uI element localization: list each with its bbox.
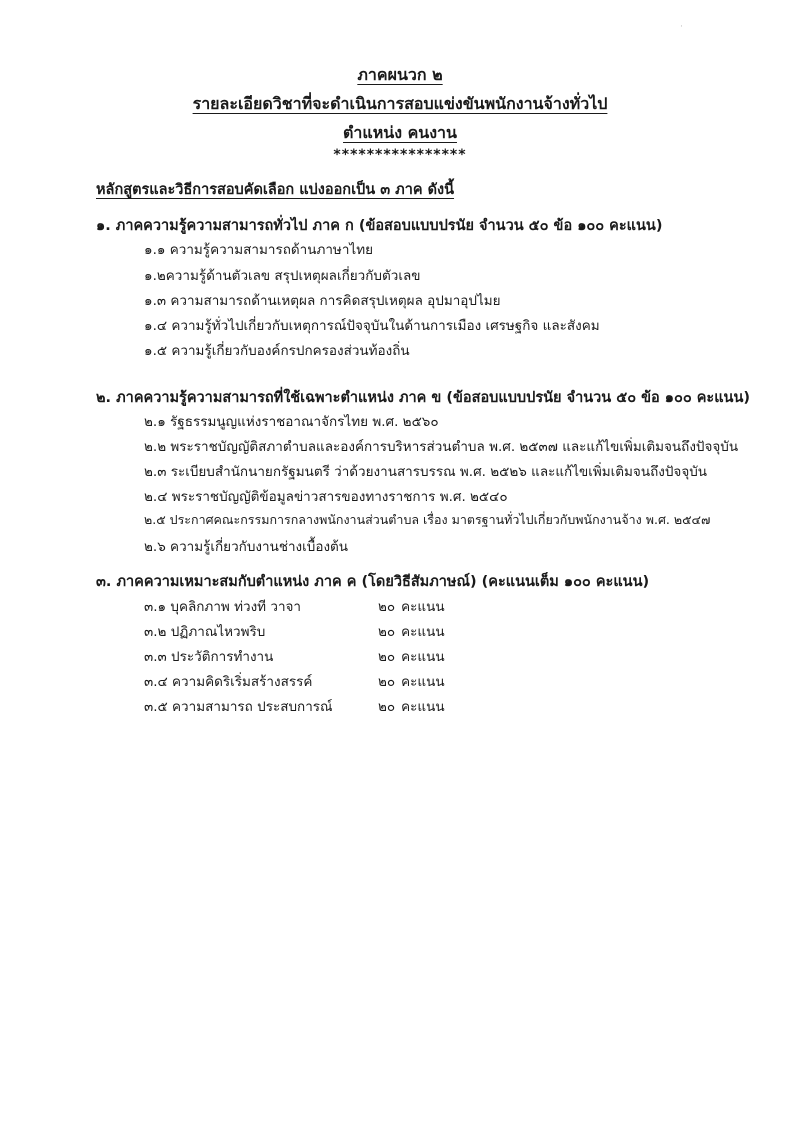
criterion-score	[378, 620, 445, 642]
score-unit: คะแนน	[401, 699, 445, 715]
separator-stars: ****************	[333, 147, 467, 163]
appendix-title: ภาคผนวก ๒	[357, 65, 443, 84]
section-1-item: ๑.๓ ความสามารถด้านเหตุผล การคิดสรุปเหตุผล อุปมาอุปไมย	[144, 293, 501, 309]
section-2-item: ๒.๒ พระราชบัญญัติสภาตำบลและองค์การบริหารส่วนตำบล พ.ศ. ๒๕๓๗ และแก้ไขเพิ่มเติมจนถึงปัจจุบัน	[144, 439, 739, 455]
section-3-heading: ๓. ภาคความเหมาะสมกับตำแหน่ง ภาค ค (โดยวิธีสัมภาษณ์) (คะแนนเต็ม ๑๐๐ คะแนน)	[96, 574, 650, 590]
section-2-item: ๒.๖ ความรู้เกี่ยวกับงานช่างเบื้องต้น	[144, 539, 349, 555]
section-1-item: ๑.๔ ความรู้ทั่วไปเกี่ยวกับเหตุการณ์ปัจจุบันในด้านการเมือง เศรษฐกิจ และสังคม	[144, 318, 600, 334]
criterion-label: ๓.๑ บุคลิกภาพ ท่วงที วาจา	[144, 599, 302, 615]
document-title: รายละเอียดวิชาที่จะดำเนินการสอบแข่งขันพนักงานจ้างทั่วไป	[192, 94, 608, 113]
score-unit: คะแนน	[401, 599, 445, 615]
section-1-heading: ๑. ภาคความรู้ความสามารถทั่วไป ภาค ก (ข้อสอบแบบปรนัย จำนวน ๕๐ ข้อ ๑๐๐ คะแนน)	[96, 218, 663, 234]
score-points: ๒๐	[378, 624, 396, 640]
score-unit: คะแนน	[401, 649, 445, 665]
criterion-label: ๓.๔ ความคิดริเริ่มสร้างสรรค์	[144, 674, 313, 690]
score-unit: คะแนน	[401, 624, 445, 640]
section-1-item: ๑.๒ความรู้ด้านตัวเลข สรุปเหตุผลเกี่ยวกับตัวเลข	[144, 268, 421, 284]
criterion-label: ๓.๕ ความสามารถ ประสบการณ์	[144, 699, 333, 715]
score-points: ๒๐	[378, 699, 396, 715]
section-2-item: ๒.๑ รัฐธรรมนูญแห่งราชอาณาจักรไทย พ.ศ. ๒๕๖๐	[144, 414, 439, 430]
section-1-item: ๑.๑ ความรู้ความสามารถด้านภาษาไทย	[144, 242, 374, 258]
criterion-score	[378, 695, 445, 717]
section-2-item: ๒.๔ พระราชบัญญัติข้อมูลข่าวสารของทางราชการ พ.ศ. ๒๕๔๐	[144, 489, 508, 505]
section-2-item: ๒.๓ ระเบียบสำนักนายกรัฐมนตรี ว่าด้วยงานสารบรรณ พ.ศ. ๒๕๒๖ และแก้ไขเพิ่มเติมจนถึงปัจจุบัน	[144, 464, 708, 480]
criterion-score	[378, 595, 445, 617]
scan-mark: ·	[680, 22, 683, 32]
section-2-heading: ๒. ภาคความรู้ความสามารถที่ใช้เฉพาะตำแหน่ง ภาค ข (ข้อสอบแบบปรนัย จำนวน ๕๐ ข้อ ๑๐๐ คะแนน)	[96, 390, 751, 406]
intro-heading: หลักสูตรและวิธีการสอบคัดเลือก แบ่งออกเป็น ๓ ภาค ดังนี้	[96, 182, 455, 198]
score-unit: คะแนน	[401, 674, 445, 690]
section-1-item: ๑.๕ ความรู้เกี่ยวกับองค์กรปกครองส่วนท้องถิ่น	[144, 343, 410, 359]
score-points: ๒๐	[378, 649, 396, 665]
position-title: ตำแหน่ง คนงาน	[343, 123, 457, 142]
criterion-label: ๓.๓ ประวัติการทำงาน	[144, 649, 274, 665]
criterion-label: ๓.๒ ปฏิภาณไหวพริบ	[144, 624, 266, 640]
section-2-item: ๒.๕ ประกาศคณะกรรมการกลางพนักงานส่วนตำบล เรื่อง มาตรฐานทั่วไปเกี่ยวกับพนักงานจ้าง พ.ศ. ๒๕๔๗	[144, 512, 711, 527]
criterion-score	[378, 645, 445, 667]
criterion-score	[378, 670, 445, 692]
score-points: ๒๐	[378, 674, 396, 690]
score-points: ๒๐	[378, 599, 396, 615]
